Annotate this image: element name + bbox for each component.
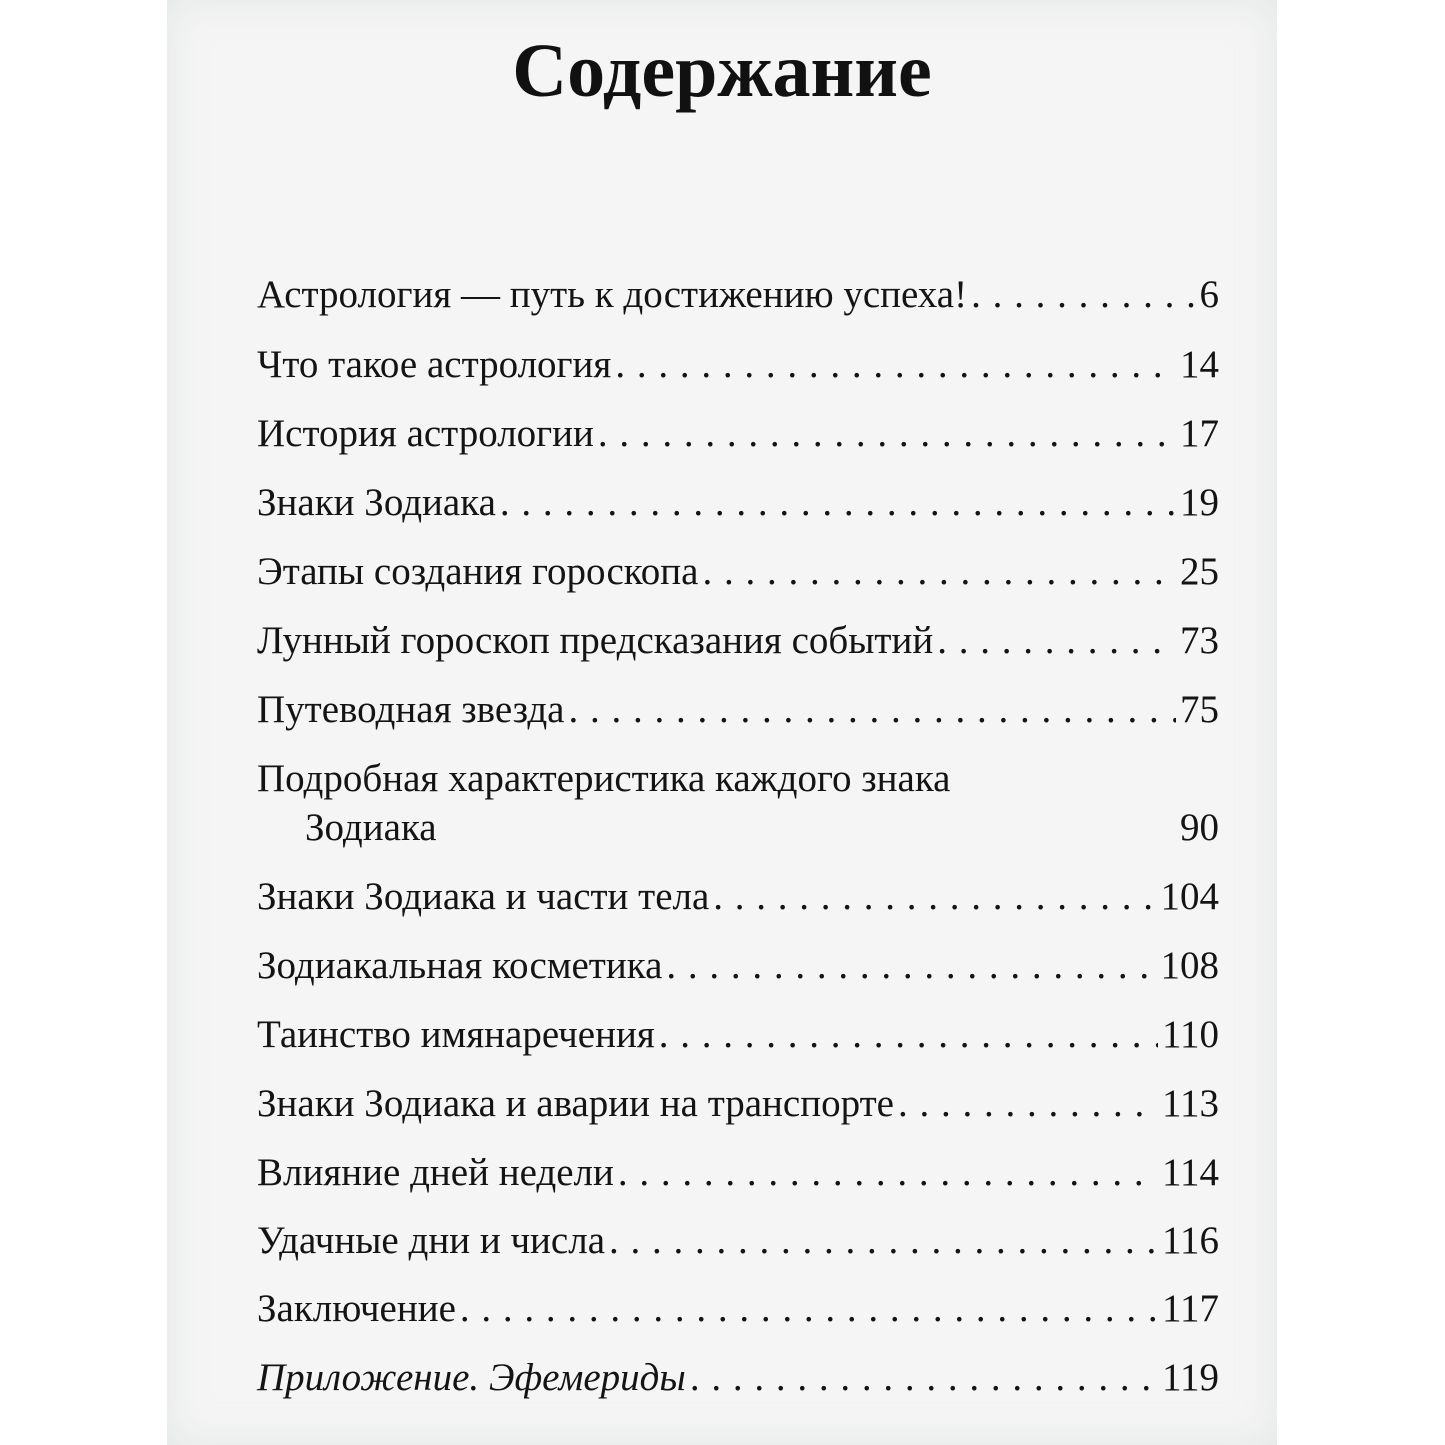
toc-entry-title-line2: Зодиака [305, 806, 437, 849]
toc-entry-title: Лунный гороскоп предсказания событий [257, 619, 934, 662]
toc-entry-page: 119 [1161, 1356, 1219, 1399]
dot-leader [690, 1355, 1158, 1400]
toc-entry-title: Знаки Зодиака и аварии на транспорте [257, 1082, 894, 1125]
dot-leader [898, 1081, 1158, 1126]
toc-entry-title: Этапы создания гороскопа [257, 550, 699, 593]
toc-entry [257, 618, 1219, 663]
toc-entry-page: 17 [1180, 412, 1219, 455]
toc-entry [257, 874, 1219, 919]
toc-entry-page: 104 [1160, 875, 1219, 918]
toc-entry-title: Астрология — путь к достижению успеха! [257, 273, 968, 316]
dot-leader [937, 618, 1176, 663]
toc-entry [257, 1012, 1219, 1057]
toc-entry-page: 19 [1180, 481, 1219, 524]
page-title: Содержание [512, 29, 932, 113]
dot-leader [598, 411, 1176, 456]
toc-entry-page: 90 [1180, 806, 1219, 849]
toc-entry [257, 943, 1219, 988]
toc-entry [257, 272, 1219, 317]
toc-entry [257, 1286, 1219, 1331]
toc-entry-title-line1: Подробная характеристика каждого знака [257, 757, 951, 800]
toc-entry-page: 110 [1161, 1013, 1219, 1056]
dot-leader [460, 1286, 1158, 1331]
toc-entry-title: Зодиакальная косметика [257, 944, 663, 987]
toc-entry-title: Заключение [257, 1287, 456, 1330]
dot-leader [500, 480, 1176, 525]
dot-leader [659, 1012, 1158, 1057]
dot-leader [609, 1218, 1158, 1263]
dot-leader [615, 342, 1176, 387]
toc-entry-page: 14 [1180, 343, 1219, 386]
dot-leader [971, 272, 1195, 317]
toc-entry-page: 113 [1161, 1082, 1219, 1125]
toc-entry-title: Знаки Зодиака [257, 481, 496, 524]
toc-entry [257, 1218, 1219, 1263]
toc-entry-title: Влияние дней недели [257, 1151, 614, 1194]
toc-entry-title: Путеводная звезда [257, 688, 565, 731]
toc-entry-title: Приложение. Эфемериды [257, 1356, 686, 1399]
toc-entry-page: 6 [1199, 273, 1219, 316]
dot-leader [702, 549, 1176, 594]
toc-entry-page: 114 [1161, 1151, 1219, 1194]
toc-entry [257, 1081, 1219, 1126]
toc-entry-page: 108 [1160, 944, 1219, 987]
toc-entry [257, 549, 1219, 594]
toc-entry-page: 117 [1161, 1287, 1219, 1330]
toc-entry-title: Что такое астрология [257, 343, 612, 386]
toc-entry-title: Знаки Зодиака и части тела [257, 875, 710, 918]
toc-entry-title: История астрологии [257, 412, 594, 455]
toc-entry-title: Таинство имянаречения [257, 1013, 655, 1056]
dot-leader [713, 874, 1156, 919]
toc-entry-page: 25 [1180, 550, 1219, 593]
dot-leader [666, 943, 1156, 988]
book-page [167, 0, 1277, 1445]
toc-entry [257, 687, 1219, 732]
dot-leader [569, 687, 1177, 732]
toc-entry-title: Удачные дни и числа [257, 1219, 606, 1262]
toc-entry [257, 1150, 1219, 1195]
toc-entry [257, 1355, 1219, 1400]
toc-entry [257, 342, 1219, 387]
toc-entry [257, 805, 1219, 850]
toc-entry [257, 411, 1219, 456]
toc-entry-page: 116 [1161, 1219, 1219, 1262]
toc-entry [257, 480, 1219, 525]
toc-entry-page: 73 [1180, 619, 1219, 662]
toc-entry-page: 75 [1180, 688, 1219, 731]
dot-leader [618, 1150, 1158, 1195]
